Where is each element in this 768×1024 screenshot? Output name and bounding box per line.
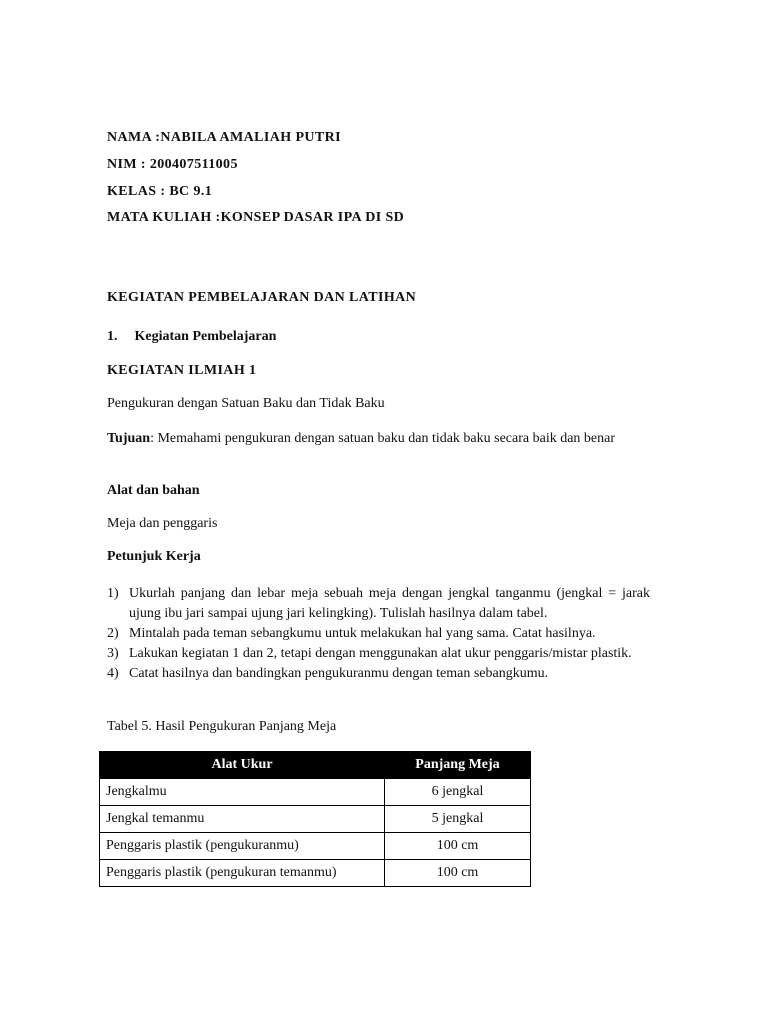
activity-title: KEGIATAN ILMIAH 1 xyxy=(107,363,257,378)
step-number: 1) xyxy=(107,586,119,601)
table-header-row xyxy=(100,752,531,779)
step-text: Mintalah pada teman sebangkumu untuk melakukan hal yang sama. Catat hasilnya. xyxy=(129,626,596,641)
table-cell: 100 cm xyxy=(385,833,531,860)
student-class: KELAS : BC 9.1 xyxy=(107,184,213,199)
objective-text: : Memahami pengukuran dengan satuan baku dan tidak baku secara baik dan benar xyxy=(150,431,616,446)
course-name: MATA KULIAH :KONSEP DASAR IPA DI SD xyxy=(107,210,405,225)
student-name: NAMA :NABILA AMALIAH PUTRI xyxy=(107,130,342,145)
table-row xyxy=(100,779,531,806)
table-caption: Tabel 5. Hasil Pengukuran Panjang Meja xyxy=(107,719,337,734)
activity-subtitle: Pengukuran dengan Satuan Baku dan Tidak Baku xyxy=(107,396,385,411)
step-text: Ukurlah panjang dan lebar meja sebuah meja dengan jengkal tanganmu (jengkal = jarak ujung ibu jari sampai ujung jari kelingking). Tulislah hasilnya dalam tabel. xyxy=(129,586,650,621)
student-nim: NIM : 200407511005 xyxy=(107,157,238,172)
step-number: 3) xyxy=(107,646,119,661)
instruction-step xyxy=(107,644,650,664)
instruction-step xyxy=(107,624,650,644)
table-cell: Penggaris plastik (pengukuranmu) xyxy=(100,833,385,860)
table-cell: Penggaris plastik (pengukuran temanmu) xyxy=(100,860,385,887)
step-number: 2) xyxy=(107,626,119,641)
step-number: 4) xyxy=(107,666,119,681)
table-cell: 100 cm xyxy=(385,860,531,887)
step-text: Lakukan kegiatan 1 dan 2, tetapi dengan menggunakan alat ukur penggaris/mistar plastik. xyxy=(129,646,632,661)
table-cell: 6 jengkal xyxy=(385,779,531,806)
table-cell: Jengkalmu xyxy=(100,779,385,806)
subsection-title: Kegiatan Pembelajaran xyxy=(134,329,277,344)
materials-text: Meja dan penggaris xyxy=(107,516,218,531)
table-row xyxy=(100,860,531,887)
section-title: KEGIATAN PEMBELAJARAN DAN LATIHAN xyxy=(107,290,417,305)
table-cell: Jengkal temanmu xyxy=(100,806,385,833)
objective-paragraph xyxy=(107,429,650,449)
instruction-step xyxy=(107,664,650,684)
table-row xyxy=(100,833,531,860)
table-cell: 5 jengkal xyxy=(385,806,531,833)
objective-label: Tujuan xyxy=(107,431,151,446)
subsection-heading xyxy=(107,329,276,345)
instruction-list xyxy=(107,584,650,684)
measurement-table xyxy=(99,751,531,887)
subsection-number: 1. xyxy=(107,329,118,344)
materials-heading: Alat dan bahan xyxy=(107,483,200,498)
column-header-length: Panjang Meja xyxy=(385,752,531,779)
instruction-step xyxy=(107,584,650,624)
step-text: Catat hasilnya dan bandingkan pengukuranmu dengan teman sebangkumu. xyxy=(129,666,549,681)
table-row xyxy=(100,806,531,833)
column-header-tool: Alat Ukur xyxy=(100,752,385,779)
instructions-heading: Petunjuk Kerja xyxy=(107,549,201,564)
